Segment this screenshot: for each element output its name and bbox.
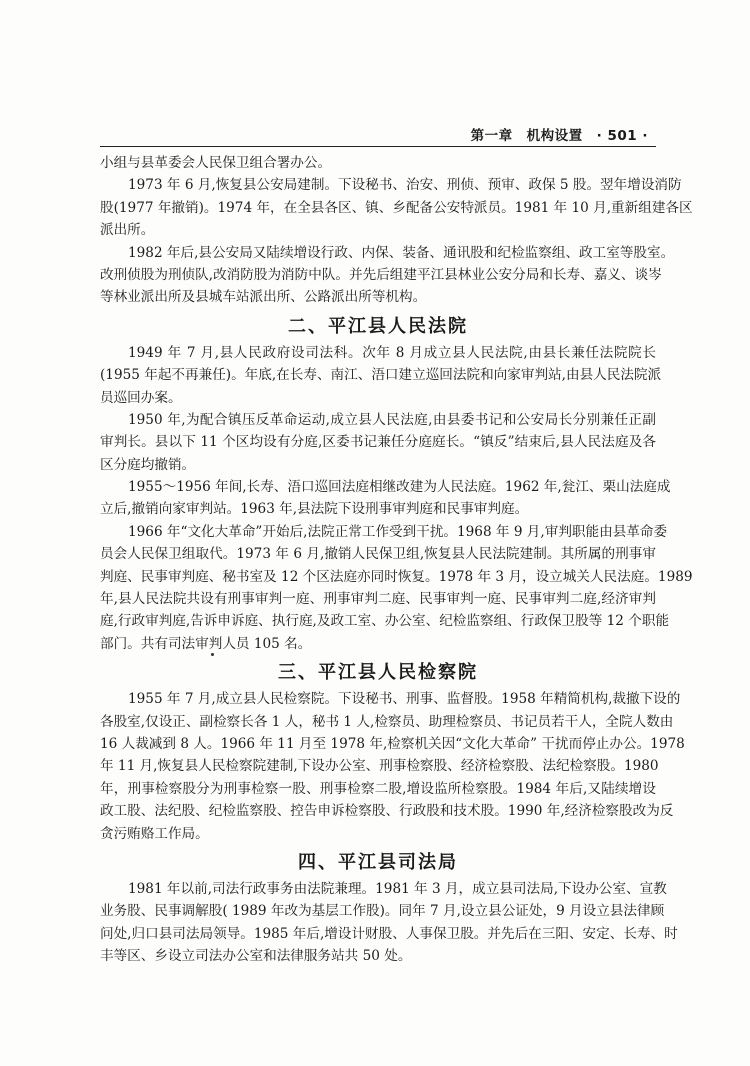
text-line: 1982 年后,县公安局又陆续增设行政、内保、装备、通讯股和纪检监察组、政工室等股室。 bbox=[128, 244, 675, 261]
section-heading: 三、平江县人民检察院 bbox=[278, 662, 478, 684]
text-line: 1973 年 6 月,恢复县公安局建制。下设秘书、治安、刑侦、预审、政保 5 股。翌年增设消防 bbox=[128, 177, 682, 194]
text-line: (1955 年起不再兼任)。年底,在长寿、南江、浯口建立巡回法院和向家审判站,由县人民法院派 bbox=[100, 367, 662, 384]
text-line: 改刑侦股为刑侦队,改消防股为消防中队。并先后组建平江县林业公安分局和长寿、嘉义、谈岑 bbox=[100, 266, 662, 283]
text-line: 1949 年 7 月,县人民政府设司法科。次年 8 月成立县人民法院,由县长兼任法院院长 bbox=[128, 344, 656, 361]
paragraph bbox=[100, 242, 675, 309]
text-line: 等林业派出所及县城车站派出所、公路派出所等机构。 bbox=[100, 289, 427, 306]
paragraph bbox=[100, 342, 662, 409]
text-line: 派出所。 bbox=[100, 222, 155, 239]
text-line: 业务股、民事调解股( 1989 年改为基层工作股)。同年 7 月,设立县公证处，9 月设立县法律顾 bbox=[100, 903, 665, 920]
paragraph bbox=[100, 476, 671, 521]
paragraph bbox=[100, 521, 693, 655]
text-line: 各股室,仅设正、副检察长各 1 人，秘书 1 人,检察员、助理检察员、书记员若干人，全院人数由 bbox=[100, 713, 674, 730]
text-line: 年,县人民法院共设有刑事审判一庭、刑事审判二庭、民事审判一庭、民事审判二庭,经济审判 bbox=[100, 591, 656, 608]
text-line: 员巡回办案。 bbox=[100, 389, 182, 406]
text-line: 1966 年“文化大革命”开始后,法院正常工作受到干扰。1968 年 9 月,审判职能由县革命委 bbox=[128, 523, 668, 540]
paragraph bbox=[100, 409, 656, 476]
text-line: 贪污贿赂工作局。 bbox=[100, 825, 209, 842]
text-line: 年，刑事检察股分为刑事检察一股、刑事检察二股,增设监所检察股。1984 年后,又陆续增设 bbox=[100, 780, 656, 797]
text-line: 1955～1956 年间,长寿、浯口巡回法庭相继改建为人民法庭。1962 年,瓮江、栗山法庭成 bbox=[128, 479, 671, 496]
text-line: 1955 年 7 月,成立县人民检察院。下设秘书、刑事、监督股。1958 年精简机构,裁撤下设的 bbox=[128, 691, 681, 708]
text-line: 员会人民保卫组取代。1973 年 6 月,撤销人民保卫组,恢复县人民法院建制。其所属的刑事审 bbox=[100, 546, 656, 563]
text-line: 区分庭均撤销。 bbox=[100, 456, 196, 473]
text-line: 立后,撤销向家审判站。1963 年,县法院下设刑事审判庭和民事审判庭。 bbox=[100, 501, 529, 518]
text-line: 1950 年,为配合镇压反革命运动,成立县人民法庭,由县委书记和公安局长分别兼任正副 bbox=[128, 411, 656, 428]
text-line: 丰等区、乡设立司法办公室和法律服务站共 50 处。 bbox=[100, 948, 412, 965]
text-line: 股(1977 年撤销)。1974 年，在全县各区、镇、乡配备公安特派员。1981 年 10 月,重新组建各区 bbox=[100, 199, 693, 216]
section-heading: 二、平江县人民法院 bbox=[288, 315, 468, 337]
running-header bbox=[100, 120, 656, 147]
text-line: 判庭、民事审判庭、秘书室及 12 个区法庭亦同时恢复。1978 年 3 月，设立城关人民法庭。1989 bbox=[100, 568, 693, 585]
page-number: · 501 · bbox=[596, 128, 648, 144]
text-line: 年 11 月,恢复县人民检察院建制,下设办公室、刑事检察股、经济检察股、法纪检察股。1980 bbox=[100, 758, 659, 775]
text-line: 庭,行政审判庭,告诉申诉庭、执行庭,及政工室、办公室、纪检监察组、行政保卫股等 12 个职能 bbox=[100, 613, 670, 630]
paragraph bbox=[100, 174, 693, 241]
text-line: 政工股、法纪股、纪检监察股、控告申诉检察股、行政股和技术股。1990 年,经济检察股改为反 bbox=[100, 803, 674, 820]
paragraph bbox=[100, 878, 678, 968]
text-line: 问处,归口县司法局领导。1985 年后,增设计财股、人事保卫股。并先后在三阳、安定、长寿、时 bbox=[100, 925, 678, 942]
page-body bbox=[100, 152, 693, 968]
paragraph bbox=[100, 152, 656, 174]
section-heading: 四、平江县司法局 bbox=[298, 851, 458, 873]
running-title bbox=[457, 124, 648, 144]
chapter-label: 第一章 bbox=[470, 128, 513, 144]
text-line: 审判长。县以下 11 个区均设有分庭,区委书记兼任分庭庭长。“镇反”结束后,县人民法庭及各 bbox=[100, 434, 656, 451]
text-line: 小组与县革委会人民保卫组合署办公。 bbox=[100, 155, 332, 171]
text-line: 1981 年以前,司法行政事务由法院兼理。1981 年 3 月，成立县司法局,下设办公室、宣教 bbox=[128, 880, 667, 897]
paragraph bbox=[100, 688, 685, 845]
section-label: 机构设置 bbox=[526, 128, 583, 144]
text-line: 16 人裁减到 8 人。1966 年 11 月至 1978 年,检察机关因“文化大革命” 干扰而停止办公。1978 bbox=[100, 735, 685, 752]
text-line: 部门。共有司法审判人员 105 名。 bbox=[100, 635, 312, 652]
